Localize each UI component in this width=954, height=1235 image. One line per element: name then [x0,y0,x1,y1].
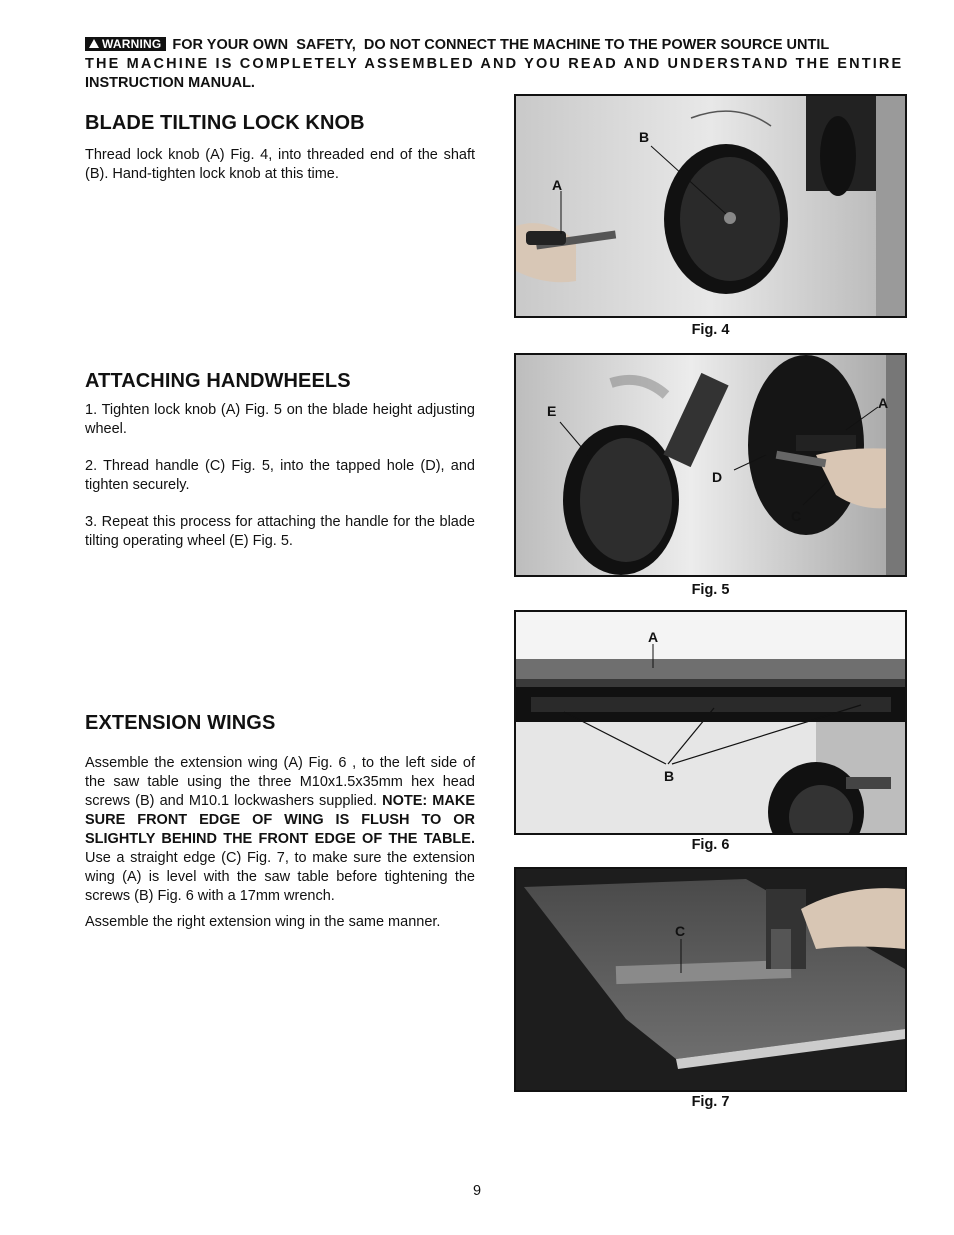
fig5-label-a: A [878,395,889,411]
page-number: 9 [472,1183,482,1199]
wings-paragraph-2: Assemble the right extension wing in the same manner. [85,914,441,930]
fig4-label-b: B [639,129,650,145]
fig5-label-d: D [712,469,723,485]
wings-paragraph-1 [85,754,475,906]
figure-6-caption: Fig. 6 [691,837,730,853]
section-heading-wings: EXTENSION WINGS [85,712,276,734]
fig6-label-b: B [664,768,675,784]
figure-7-photo [516,869,905,1090]
fig7-label-c: C [675,923,686,939]
figure-4 [514,94,907,318]
figure-7-caption: Fig. 7 [691,1094,730,1110]
fig5-label-e: E [547,403,557,419]
warning-triangle-icon [89,39,99,48]
handwheels-step-2: 2. Thread handle (C) Fig. 5, into the tapped hole (D), and tighten securely. [85,458,475,493]
wings-text-a: Assemble the extension wing (A) Fig. 6 , to the left side of the saw table using the three M10x1.5x35mm hex head screws (B) and M10.1 lockwashers supplied. [85,755,475,809]
figure-5 [514,353,907,577]
warning-line-3: INSTRUCTION MANUAL. [85,75,255,91]
figure-6 [514,610,907,835]
warning-text-1: FOR YOUR OWN SAFETY, DO NOT CONNECT THE MACHINE TO THE POWER SOURCE UNTIL [172,37,830,53]
warning-line-1 [85,36,906,55]
fig6-label-a: A [648,629,659,645]
fig4-label-a: A [552,177,563,193]
figure-7 [514,867,907,1092]
handwheels-step-3: 3. Repeat this process for attaching the handle for the blade tilting operating wheel (E) Fig. 5. [85,514,475,549]
warning-line-2: THE MACHINE IS COMPLETELY ASSEMBLED AND YOU READ AND UNDERSTAND THE ENTIRE [85,56,904,72]
handwheels-step-1: 1. Tighten lock knob (A) Fig. 5 on the blade height adjusting wheel. [85,402,475,437]
figure-5-photo [516,355,905,575]
blade-paragraph: Thread lock knob (A) Fig. 4, into threaded end of the shaft (B). Hand-tighten lock knob at this time. [85,147,475,182]
figure-5-caption: Fig. 5 [691,582,730,598]
wings-text-b: Use a straight edge (C) Fig. 7, to make sure the extension wing (A) is level with the saw table before tightening the screws (B) Fig. 6 with a 17mm wrench. [85,850,475,904]
figure-6-photo [516,612,905,833]
section-heading-blade: BLADE TILTING LOCK KNOB [85,112,365,134]
section-heading-handwheels: ATTACHING HANDWHEELS [85,370,351,392]
warning-badge [85,37,166,51]
wings-note: NOTE: MAKE SURE FRONT EDGE OF WING IS FLUSH TO OR SLIGHTLY BEHIND THE FRONT EDGE OF THE TABLE. [85,793,475,847]
figure-4-caption: Fig. 4 [691,322,730,338]
warning-badge-label: WARNING [102,37,162,51]
fig5-label-c: C [791,508,802,524]
figure-4-photo [516,96,905,316]
